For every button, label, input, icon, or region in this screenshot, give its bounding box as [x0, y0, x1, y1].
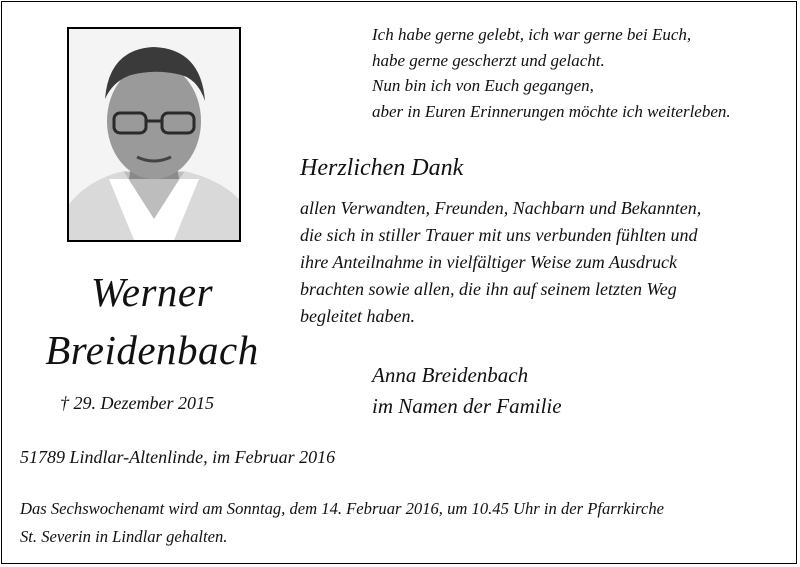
thanks-line: begleitet haben.	[300, 306, 415, 326]
thanks-line: allen Verwandten, Freunden, Nachbarn und Bekannten,	[300, 198, 702, 218]
portrait-photo	[67, 27, 241, 242]
poem-line: Nun bin ich von Euch gegangen,	[372, 76, 594, 95]
signature-family: im Namen der Familie	[372, 394, 562, 418]
notice-line: St. Severin in Lindlar gehalten.	[20, 527, 228, 546]
poem-line: Ich habe gerne gelebt, ich war gerne bei Euch,	[372, 25, 692, 44]
thanks-text	[300, 195, 701, 330]
signature-name: Anna Breidenbach	[372, 363, 529, 387]
place-date: 51789 Lindlar-Altenlinde, im Februar 2016	[20, 447, 336, 467]
portrait-photo-icon	[69, 29, 239, 240]
poem-line: aber in Euren Erinnerungen möchte ich weiterleben.	[372, 101, 731, 121]
death-date: † 29. Dezember 2015	[60, 393, 214, 413]
signature	[372, 360, 562, 422]
poem	[372, 22, 731, 124]
thanks-line: brachten sowie allen, die ihn auf seinem letzten Weg	[300, 279, 677, 299]
deceased-first-name: Werner	[90, 269, 214, 315]
thanks-line: ihre Anteilnahme in vielfältiger Weise zum Ausdruck	[300, 252, 677, 272]
poem-line: habe gerne gescherzt und gelacht.	[372, 50, 605, 70]
service-notice	[20, 495, 790, 551]
notice-line: Das Sechswochenamt wird am Sonntag, dem 14. Februar 2016, um 10.45 Uhr in der Pfarrkirche	[20, 499, 665, 518]
thanks-heading: Herzlichen Dank	[300, 155, 464, 181]
thanks-line: die sich in stiller Trauer mit uns verbunden fühlten und	[300, 225, 698, 245]
deceased-last-name: Breidenbach	[45, 327, 259, 373]
